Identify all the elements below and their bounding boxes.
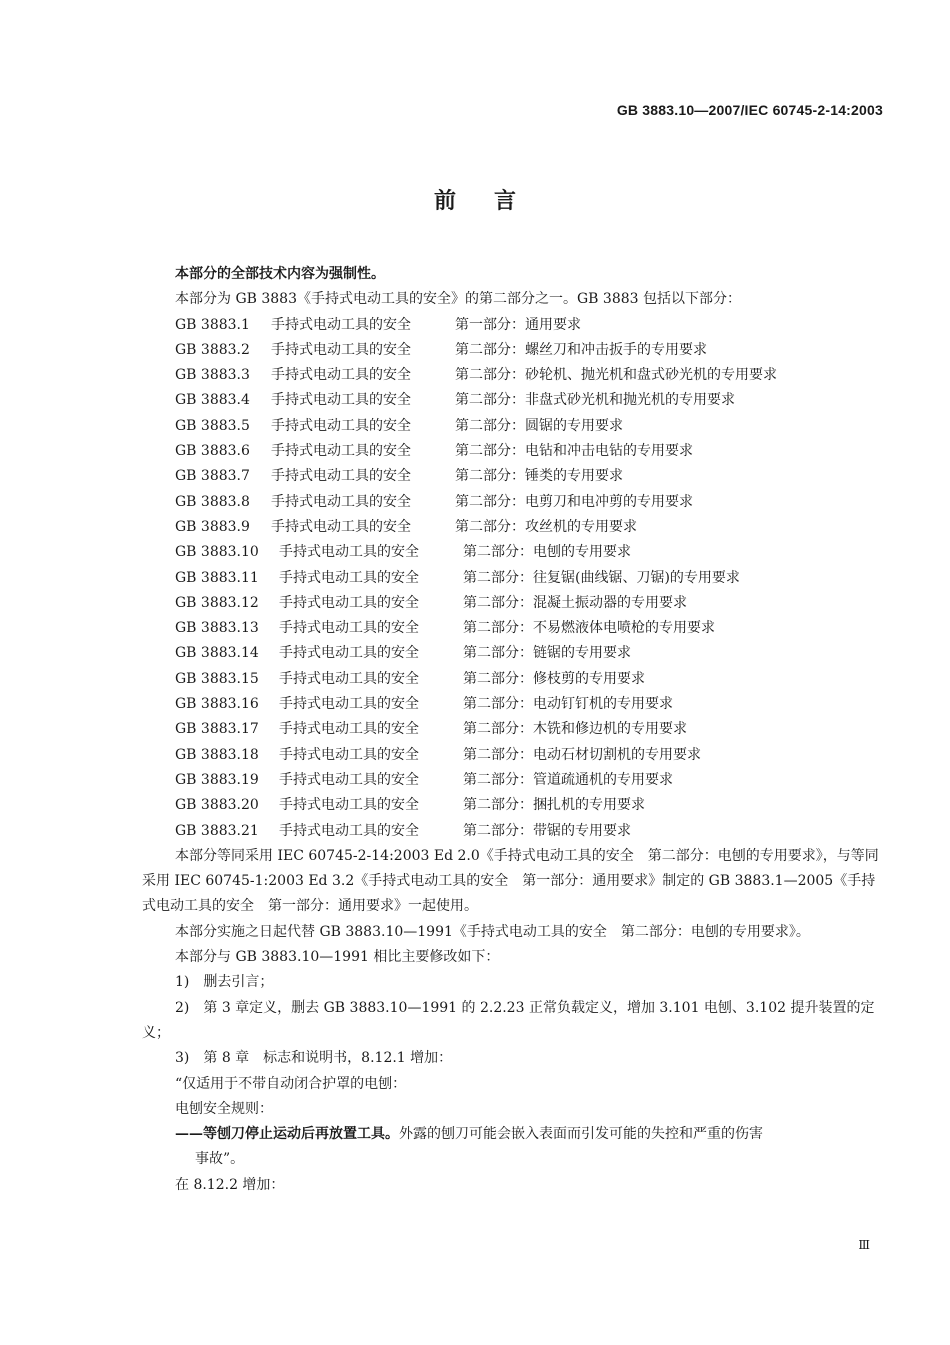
part-code: GB 3883.11 [175,569,259,586]
part-list-item [142,313,882,338]
part-name: 手持式电动工具的安全 [279,746,419,763]
change-item: 1) 删去引言； [175,974,274,991]
part-list-item [142,717,882,742]
change-item: 2) 第 3 章定义，删去 GB 3883.10—1991 的 2.2.23 正常负载定义，增加 3.101 电刨、3.102 提升装置的定义； [142,999,875,1041]
part-list-item [142,566,882,591]
part-list-item [142,540,882,565]
part-code: GB 3883.4 [175,392,250,409]
part-name: 手持式电动工具的安全 [279,721,419,738]
part-code: GB 3883.15 [175,670,259,687]
part-list-item [142,616,882,641]
part-description: 第二部分：非盘式砂光机和抛光机的专用要求 [455,392,735,409]
quote-dash-bold: ——等刨刀停止运动后再放置工具。 [175,1126,399,1143]
quote-line: “仅适用于不带自动闭合护罩的电刨： [175,1075,407,1092]
part-description: 第二部分：不易燃液体电喷枪的专用要求 [463,620,715,637]
replaces-paragraph: 本部分实施之日起代替 GB 3883.10—1991《手持式电动工具的安全 第二部分：电刨的专用要求》。 [175,923,810,940]
part-list-item [142,692,882,717]
series-intro: 本部分为 GB 3883《手持式电动工具的安全》的第二部分之一。GB 3883 包括以下部分： [175,291,742,308]
part-list-item [142,641,882,666]
part-name: 手持式电动工具的安全 [271,443,411,460]
part-name: 手持式电动工具的安全 [279,670,419,687]
last-line: 在 8.12.2 增加： [175,1176,285,1193]
adoption-paragraph: 本部分等同采用 IEC 60745-2-14:2003 Ed 2.0《手持式电动工具的安全 第二部分：电刨的专用要求》，与等同采用 IEC 60745-1:2003 Ed 3.2《手持式电动工具的安全 第一部分：通用要求》制定的 GB 3883.1—2005《手持式电动工具的安全 第一部分：通用要求》一起使用。 [142,847,879,915]
part-list-item [142,439,882,464]
part-description: 第二部分：电钻和冲击电钻的专用要求 [455,443,693,460]
part-name: 手持式电动工具的安全 [271,518,411,535]
part-code: GB 3883.13 [175,620,259,637]
part-description: 第二部分：电刨的专用要求 [463,544,631,561]
part-code: GB 3883.12 [175,594,259,611]
part-description: 第二部分：攻丝机的专用要求 [455,518,637,535]
part-code: GB 3883.6 [175,443,250,460]
quote-dash-continuation: 事故”。 [195,1151,245,1168]
part-description: 第二部分：带锯的专用要求 [463,822,631,839]
changes-intro: 本部分与 GB 3883.10—1991 相比主要修改如下： [175,949,500,966]
part-name: 手持式电动工具的安全 [279,797,419,814]
part-name: 手持式电动工具的安全 [279,771,419,788]
part-list-item [142,591,882,616]
part-code: GB 3883.2 [175,341,250,358]
part-name: 手持式电动工具的安全 [271,316,411,333]
quote-dash-item [142,1122,882,1147]
part-code: GB 3883.18 [175,746,259,763]
part-list-item [142,768,882,793]
part-name: 手持式电动工具的安全 [279,696,419,713]
part-name: 手持式电动工具的安全 [279,645,419,662]
part-description: 第二部分：砂轮机、抛光机和盘式砂光机的专用要求 [455,367,777,384]
part-name: 手持式电动工具的安全 [279,594,419,611]
part-code: GB 3883.9 [175,518,250,535]
part-list-item [142,414,882,439]
part-name: 手持式电动工具的安全 [271,367,411,384]
part-description: 第二部分：木铣和修边机的专用要求 [463,721,687,738]
part-code: GB 3883.17 [175,721,259,738]
part-name: 手持式电动工具的安全 [271,417,411,434]
part-list-item [142,490,882,515]
part-name: 手持式电动工具的安全 [271,392,411,409]
part-code: GB 3883.16 [175,696,259,713]
part-code: GB 3883.3 [175,367,250,384]
part-name: 手持式电动工具的安全 [271,493,411,510]
page-title: 前言 [433,189,554,214]
standard-code-header: GB 3883.10—2007/IEC 60745-2-14:2003 [616,102,883,118]
part-list-item [142,388,882,413]
part-description: 第二部分：混凝土振动器的专用要求 [463,594,687,611]
part-code: GB 3883.8 [175,493,250,510]
part-list-item [142,464,882,489]
part-description: 第二部分：锤类的专用要求 [455,468,623,485]
part-description: 第二部分：螺丝刀和冲击扳手的专用要求 [455,341,707,358]
part-description: 第二部分：管道疏通机的专用要求 [463,771,673,788]
quote-dash-rest: 外露的刨刀可能会嵌入表面而引发可能的失控和严重的伤害 [399,1126,763,1143]
part-code: GB 3883.7 [175,468,250,485]
part-description: 第二部分：电剪刀和电冲剪的专用要求 [455,493,693,510]
part-list-item [142,338,882,363]
part-name: 手持式电动工具的安全 [279,620,419,637]
part-list-item [142,793,882,818]
page-number: Ⅲ [858,1238,870,1252]
part-code: GB 3883.21 [175,822,259,839]
part-name: 手持式电动工具的安全 [279,822,419,839]
part-code: GB 3883.5 [175,417,250,434]
part-list-item [142,743,882,768]
part-description: 第一部分：通用要求 [455,316,581,333]
parts-list [142,313,882,844]
part-code: GB 3883.10 [175,544,259,561]
part-description: 第二部分：电动钉钉机的专用要求 [463,696,673,713]
part-description: 第二部分：电动石材切割机的专用要求 [463,746,701,763]
part-code: GB 3883.1 [175,316,250,333]
part-name: 手持式电动工具的安全 [271,468,411,485]
part-list-item [142,515,882,540]
part-list-item [142,819,882,844]
part-name: 手持式电动工具的安全 [279,569,419,586]
mandatory-statement: 本部分的全部技术内容为强制性。 [175,266,385,282]
document-body [142,262,882,1198]
part-code: GB 3883.20 [175,797,259,814]
part-code: GB 3883.19 [175,771,259,788]
part-code: GB 3883.14 [175,645,259,662]
part-description: 第二部分：圆锯的专用要求 [455,417,623,434]
part-description: 第二部分：捆扎机的专用要求 [463,797,645,814]
part-name: 手持式电动工具的安全 [271,341,411,358]
part-description: 第二部分：修枝剪的专用要求 [463,670,645,687]
quote-line: 电刨安全规则： [175,1100,273,1117]
part-description: 第二部分：链锯的专用要求 [463,645,631,662]
part-name: 手持式电动工具的安全 [279,544,419,561]
part-list-item [142,363,882,388]
part-list-item [142,667,882,692]
change-item: 3) 第 8 章 标志和说明书，8.12.1 增加： [175,1050,453,1067]
part-description: 第二部分：往复锯(曲线锯、刀锯)的专用要求 [463,569,740,586]
